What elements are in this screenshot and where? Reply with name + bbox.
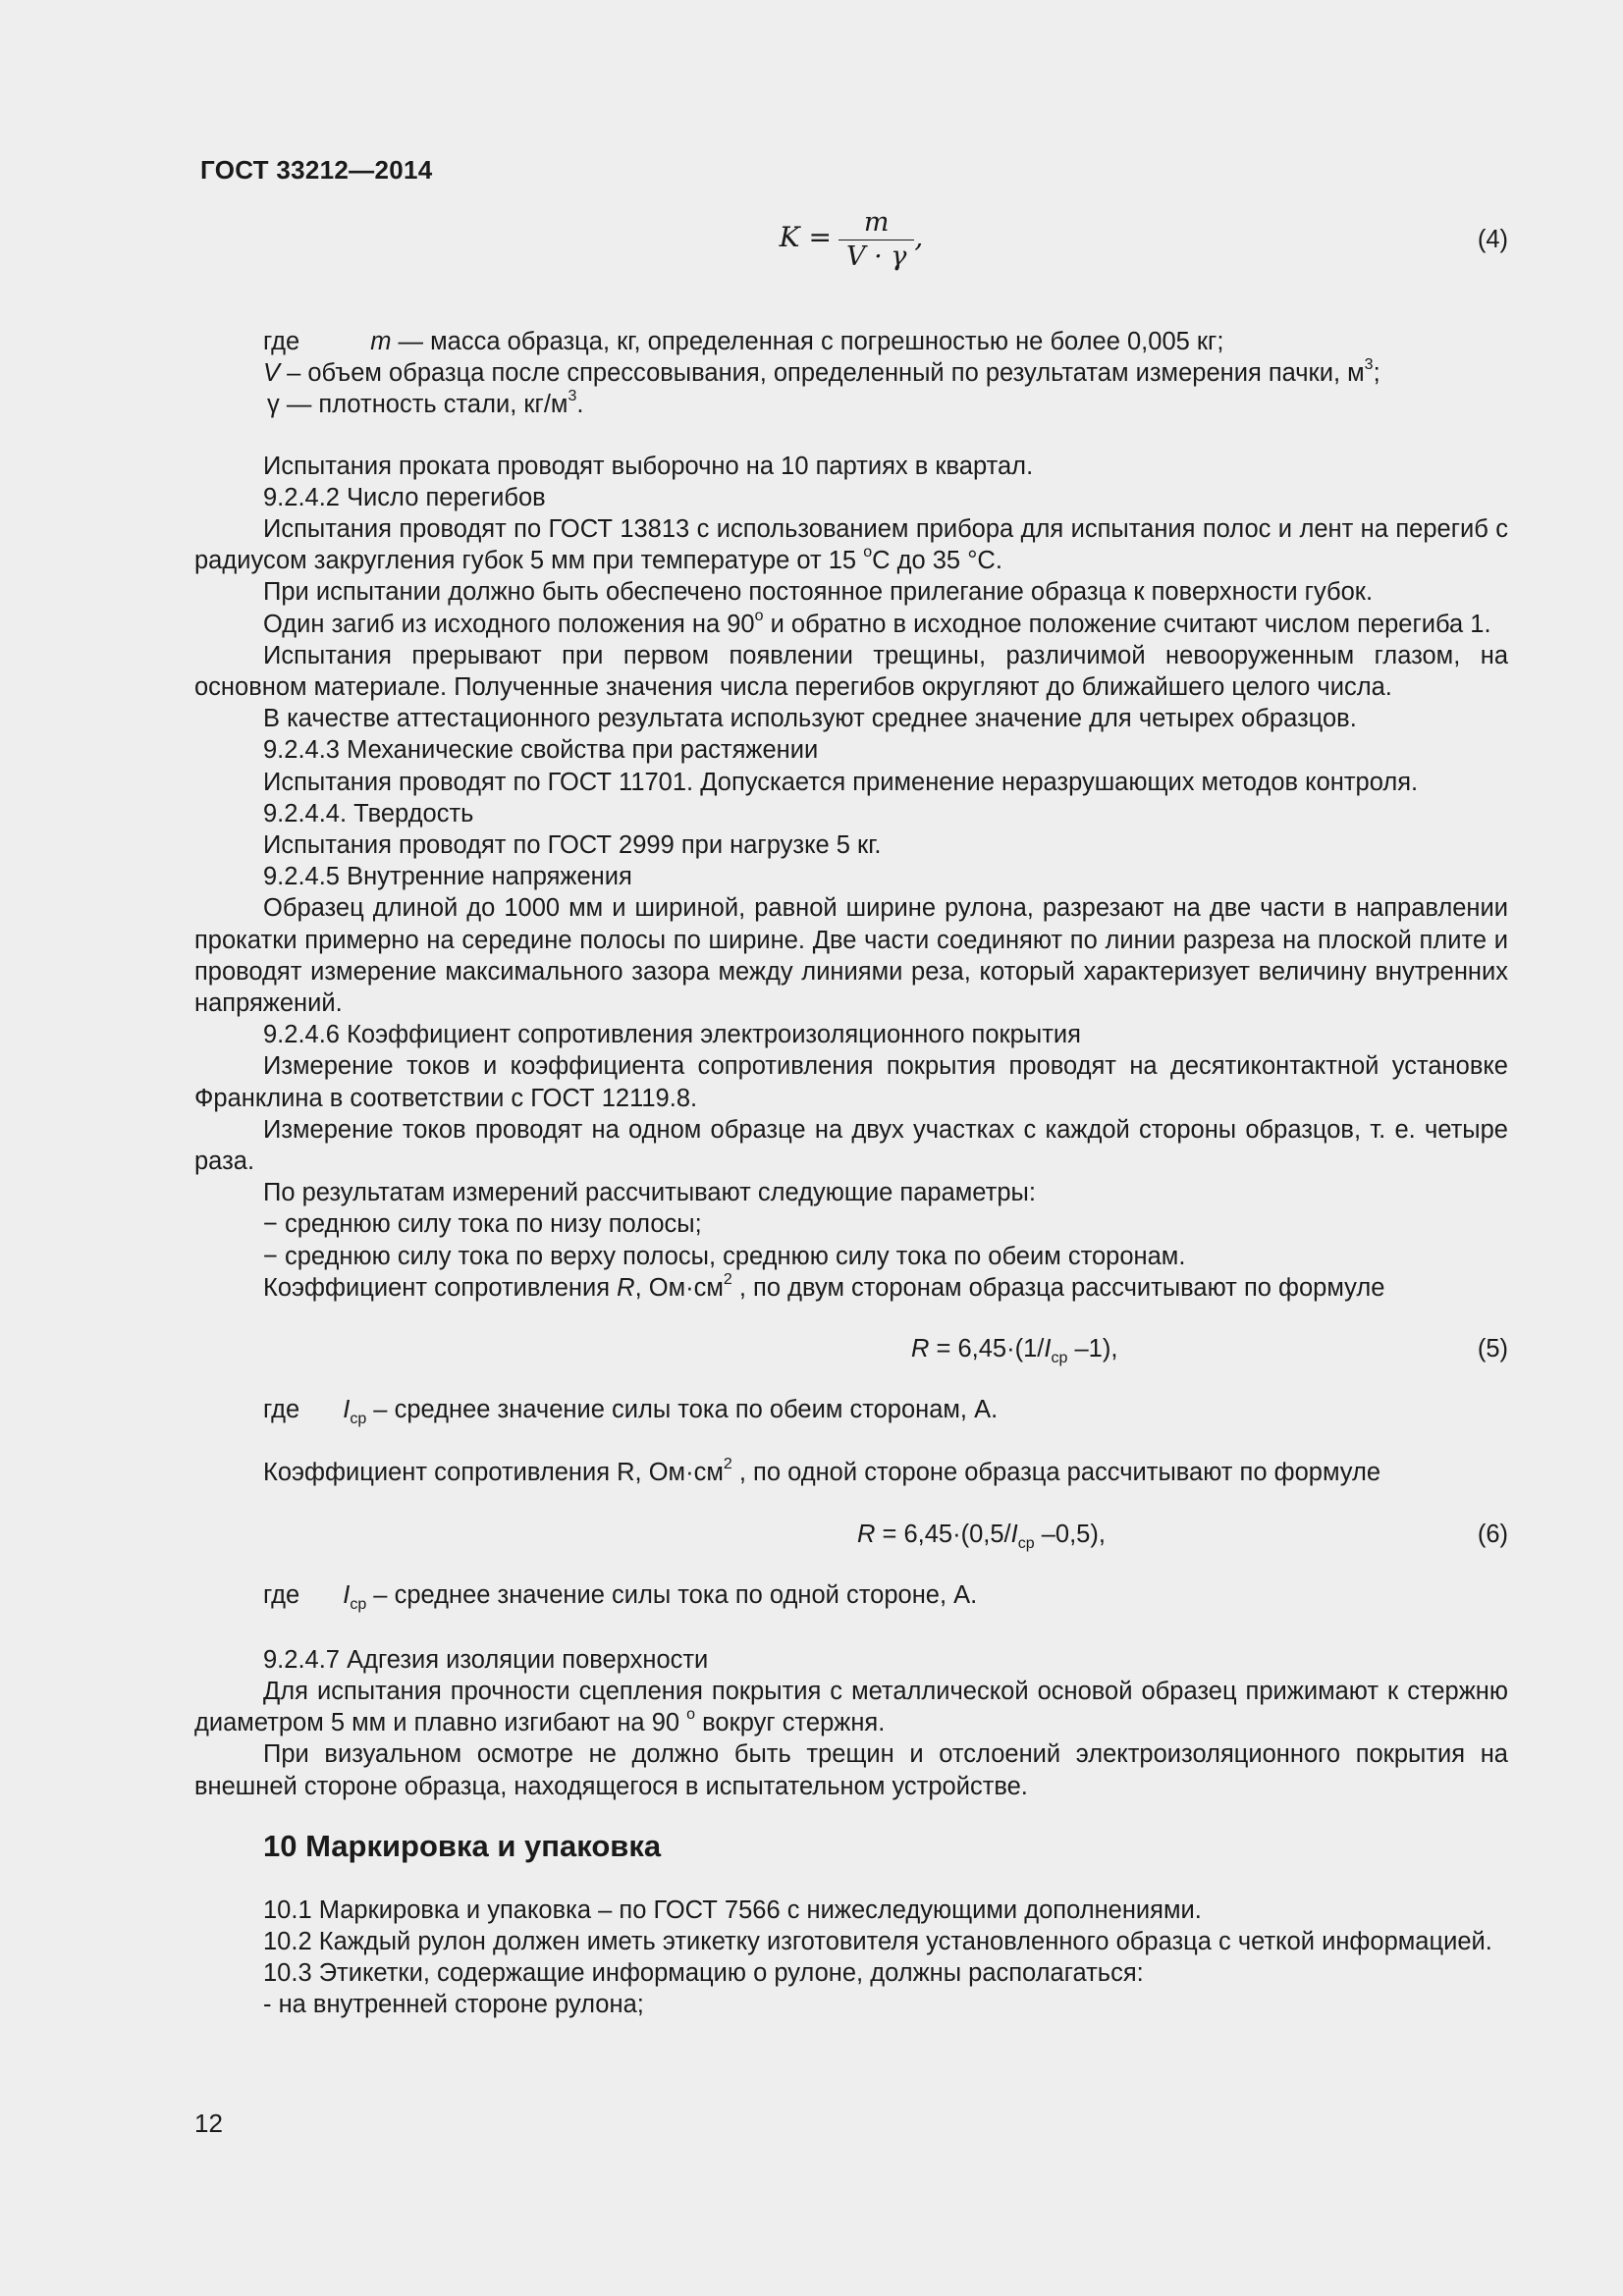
- subsection-heading: 9.2.4.4. Твердость: [263, 799, 474, 828]
- list-item: − среднюю силу тока по верху полосы, среднюю силу тока по обеим сторонам.: [263, 1242, 1186, 1270]
- where-clause: где $I_{ср}$ – среднее значение силы тока по обеим сторонам, А.: [263, 1396, 999, 1428]
- paragraph: Образец длиной до 1000 мм и шириной, равной ширине рулона, разрезают на две части в направлении прокатки примерно на середине полосы по ширине. Две части соединяют по линии разреза на плоской плите и проводят измерение максимального зазора между линиями реза, который характеризует величину внутренних напряжений.: [194, 894, 1508, 1018]
- paragraph: При испытании должно быть обеспечено постоянное прилегание образца к поверхности губок.: [263, 578, 1374, 607]
- formula-number: (4): [1477, 226, 1508, 253]
- list-item: - на внутренней стороне рулона;: [263, 1991, 644, 2019]
- paragraph: Один загиб из исходного положения на 90$^o$ и обратно в исходное положение считают числом перегиба 1.: [263, 607, 1491, 638]
- formula-5: $R = 6,45\cdot(1/I_{ср}$ –1), (5): [911, 1335, 1508, 1367]
- paragraph: По результатам измерений рассчитывают следующие параметры:: [263, 1179, 1036, 1207]
- subsection-heading: 9.2.4.5 Внутренние напряжения: [263, 863, 632, 891]
- where-clause: где $I_{ср}$ – среднее значение силы тока по одной стороне, А.: [263, 1580, 978, 1613]
- formula-number: (5): [1477, 1335, 1508, 1363]
- list-item: − среднюю силу тока по низу полосы;: [263, 1210, 702, 1239]
- formula-6: $R = 6,45\cdot(0,5/I_{ср}$ –0,5), (6): [857, 1520, 1508, 1552]
- paragraph: Коэффициент сопротивления R, $Ом\cdot см^2$ , по двум сторонам образца рассчитывают по формуле: [263, 1270, 1385, 1302]
- section-heading: 10 Маркировка и упаковка: [263, 1828, 662, 1863]
- document-body: [194, 207, 1508, 2021]
- paragraph: 10.1 Маркировка и упаковка – по ГОСТ 7566 с нижеследующими дополнениями.: [263, 1896, 1202, 1924]
- paragraph: Испытания прерывают при первом появлении трещины, различимой невооруженным глазом, на основном материале. Полученные значения числа перегибов округляют до ближайшего целого числа.: [194, 641, 1508, 702]
- paragraph: Измерение токов проводят на одном образце на двух участках с каждой стороны образцов, т. е. четыре раза.: [194, 1115, 1508, 1176]
- paragraph: Для испытания прочности сцепления покрытия с металлической основой образец прижимают к стержню диаметром 5 мм и плавно изгибают на 90 $^о$ вокруг стержня.: [194, 1677, 1508, 1737]
- paragraph: Испытания проводят по ГОСТ 2999 при нагрузке 5 кг.: [263, 831, 882, 860]
- subsection-heading: 9.2.4.6 Коэффициент сопротивления электроизоляционного покрытия: [263, 1021, 1081, 1049]
- subsection-heading: 9.2.4.2 Число перегибов: [263, 483, 546, 511]
- paragraph: При визуальном осмотре не должно быть трещин и отслоений электроизоляционного покрытия на внешней стороне образца, находящегося в испытательном устройстве.: [194, 1740, 1508, 1800]
- document-code-header: ГОСТ 33212—2014: [200, 155, 433, 185]
- paragraph: Испытания проводят по ГОСТ 11701. Допускается применение неразрушающих методов контроля.: [263, 768, 1419, 796]
- paragraph: Коэффициент сопротивления R, $Ом\cdot см^2$ , по одной стороне образца рассчитывают по формуле: [263, 1456, 1381, 1487]
- paragraph: Испытания проката проводят выборочно на 10 партиях в квартал.: [263, 452, 1034, 480]
- fraction: $\frac{m}{V \cdot \gamma}$: [839, 208, 914, 272]
- paragraph: 10.2 Каждый рулон должен иметь этикетку изготовителя установленного образца с четкой информацией.: [263, 1927, 1492, 1955]
- paragraph: В качестве аттестационного результата используют среднее значение для четырех образцов.: [263, 705, 1357, 733]
- subsection-heading: 9.2.4.7 Адгезия изоляции поверхности: [263, 1645, 709, 1674]
- formula-number: (6): [1477, 1520, 1508, 1548]
- subsection-heading: 9.2.4.3 Механические свойства при растяжении: [263, 736, 819, 765]
- where-clause-line: V – объем образца после спрессовывания, определенный по результатам измерения пачки, $м^3$;: [263, 356, 1380, 388]
- where-clause-line: γ — плотность стали, $кг/м^3$.: [267, 388, 584, 419]
- paragraph: Испытания проводят по ГОСТ 13813 с использованием прибора для испытания полос и лент на перегиб с радиусом закругления губок 5 мм при температуре от 15 $^o$С до 35 °С.: [194, 515, 1508, 575]
- paragraph: 10.3 Этикетки, содержащие информацию о рулоне, должны располагаться:: [263, 1959, 1144, 1988]
- formula-4: K = $\frac{m}{V \cdot \gamma}$ , (4): [779, 207, 1508, 272]
- where-clause: где m — масса образца, кг, определенная с погрешностью не более 0,005 кг;: [263, 328, 1224, 355]
- page-number: 12: [194, 2109, 223, 2138]
- paragraph: Измерение токов и коэффициента сопротивления покрытия проводят на десятиконтактной установке Франклина в соответствии с ГОСТ 12119.8.: [194, 1052, 1508, 1112]
